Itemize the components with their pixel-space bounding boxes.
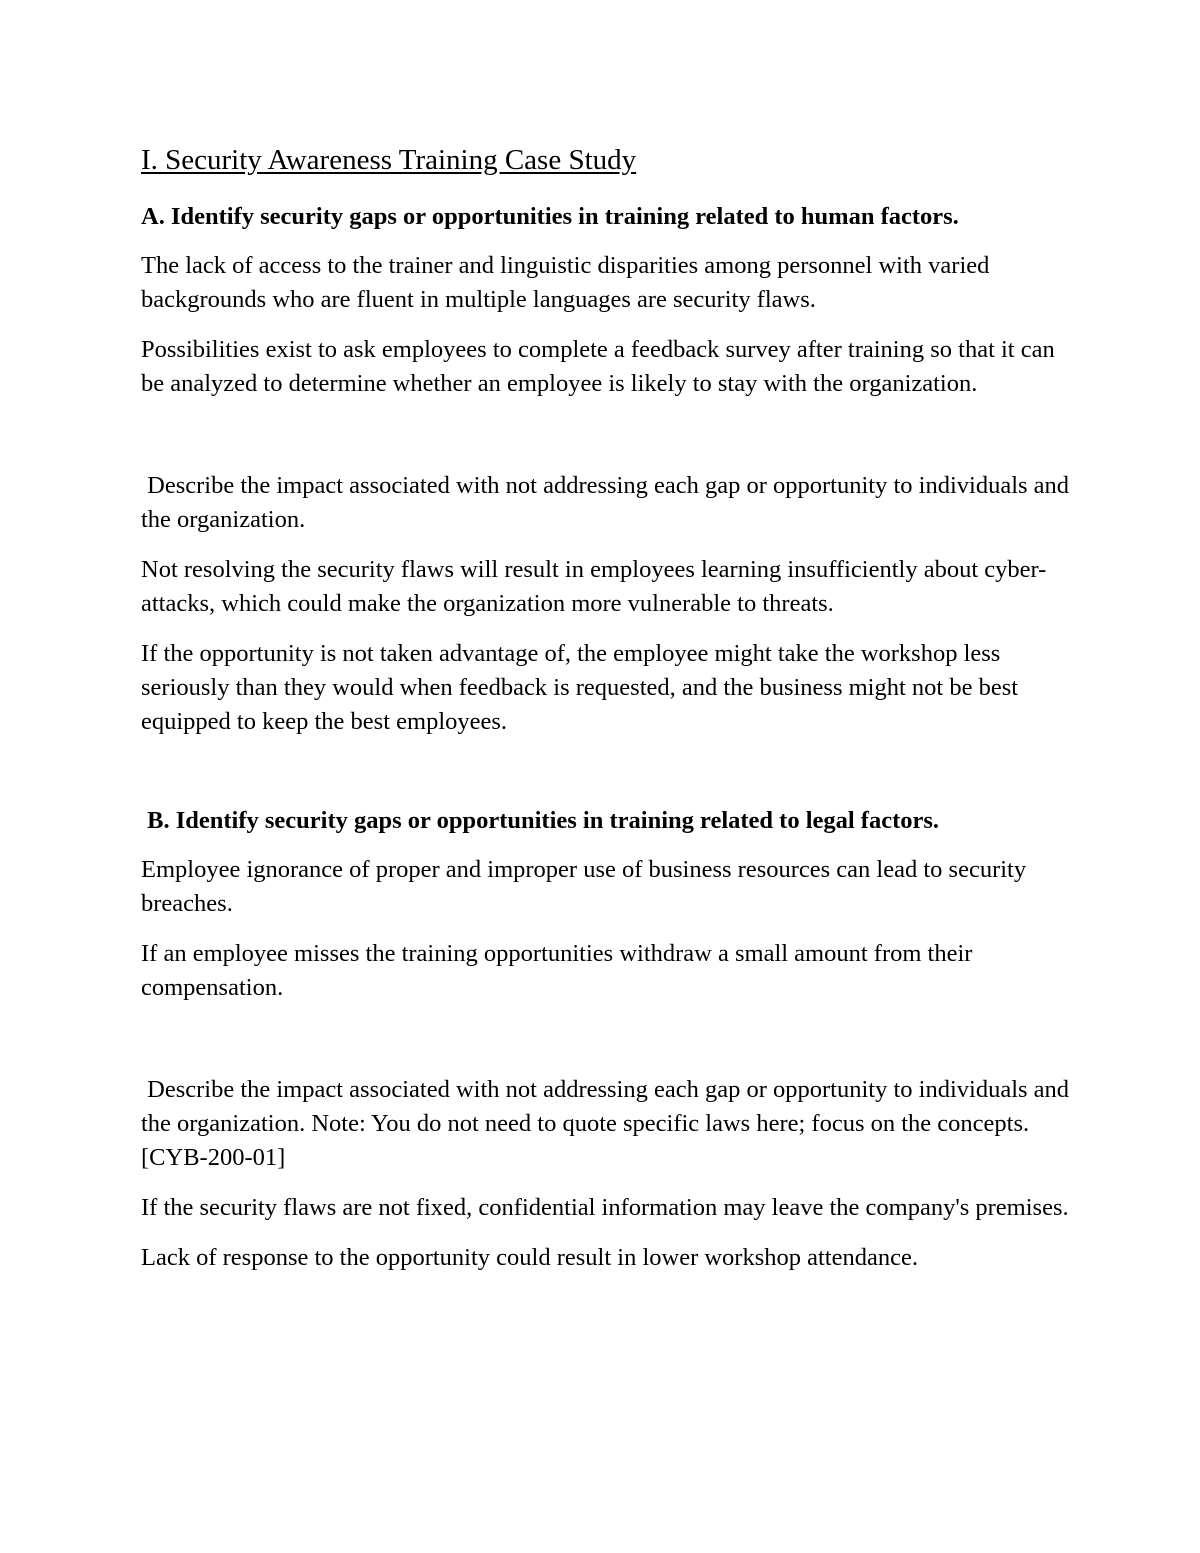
section-a-impact-1: Not resolving the security flaws will result in employees learning insufficiently about cyber-attacks, which could make the organization more vulnerable to threats.: [141, 556, 1047, 617]
section-b-paragraph-2: If an employee misses the training opportunities withdraw a small amount from their compensation.: [141, 940, 973, 1001]
section-a-paragraph-1: The lack of access to the trainer and linguistic disparities among personnel with varied backgrounds who are fluent in multiple languages are security flaws.: [141, 252, 990, 313]
section-a-heading: A. Identify security gaps or opportunities in training related to human factors.: [141, 203, 959, 230]
section-a-impact-2: If the opportunity is not taken advantage of, the employee might take the workshop less seriously than they would when feedback is requested, and the business might not be best equipped to keep the best employees.: [141, 640, 1019, 735]
spacer: [141, 417, 1071, 469]
section-b-impact-1: If the security flaws are not fixed, confidential information may leave the company's premises.: [141, 1194, 1069, 1221]
section-b-impact-2: Lack of response to the opportunity could result in lower workshop attendance.: [141, 1244, 918, 1271]
spacer: [141, 755, 1071, 804]
spacer: [141, 1021, 1071, 1073]
document-body: [141, 142, 1076, 1291]
section-a-impact-prompt: Describe the impact associated with not addressing each gap or opportunity to individuals and the organization.: [141, 472, 1076, 533]
section-b-impact-prompt: Describe the impact associated with not addressing each gap or opportunity to individuals and the organization. Note: You do not need to quote specific laws here; focus on the concepts. [CYB-200-01]: [141, 1076, 1076, 1171]
document-title: I. Security Awareness Training Case Study: [141, 144, 637, 176]
section-a-paragraph-2: Possibilities exist to ask employees to complete a feedback survey after training so that it can be analyzed to determine whether an employee is likely to stay with the organization.: [141, 336, 1055, 397]
section-b-paragraph-1: Employee ignorance of proper and improper use of business resources can lead to security breaches.: [141, 856, 1027, 917]
section-b-heading: B. Identify security gaps or opportunities in training related to legal factors.: [141, 807, 940, 834]
